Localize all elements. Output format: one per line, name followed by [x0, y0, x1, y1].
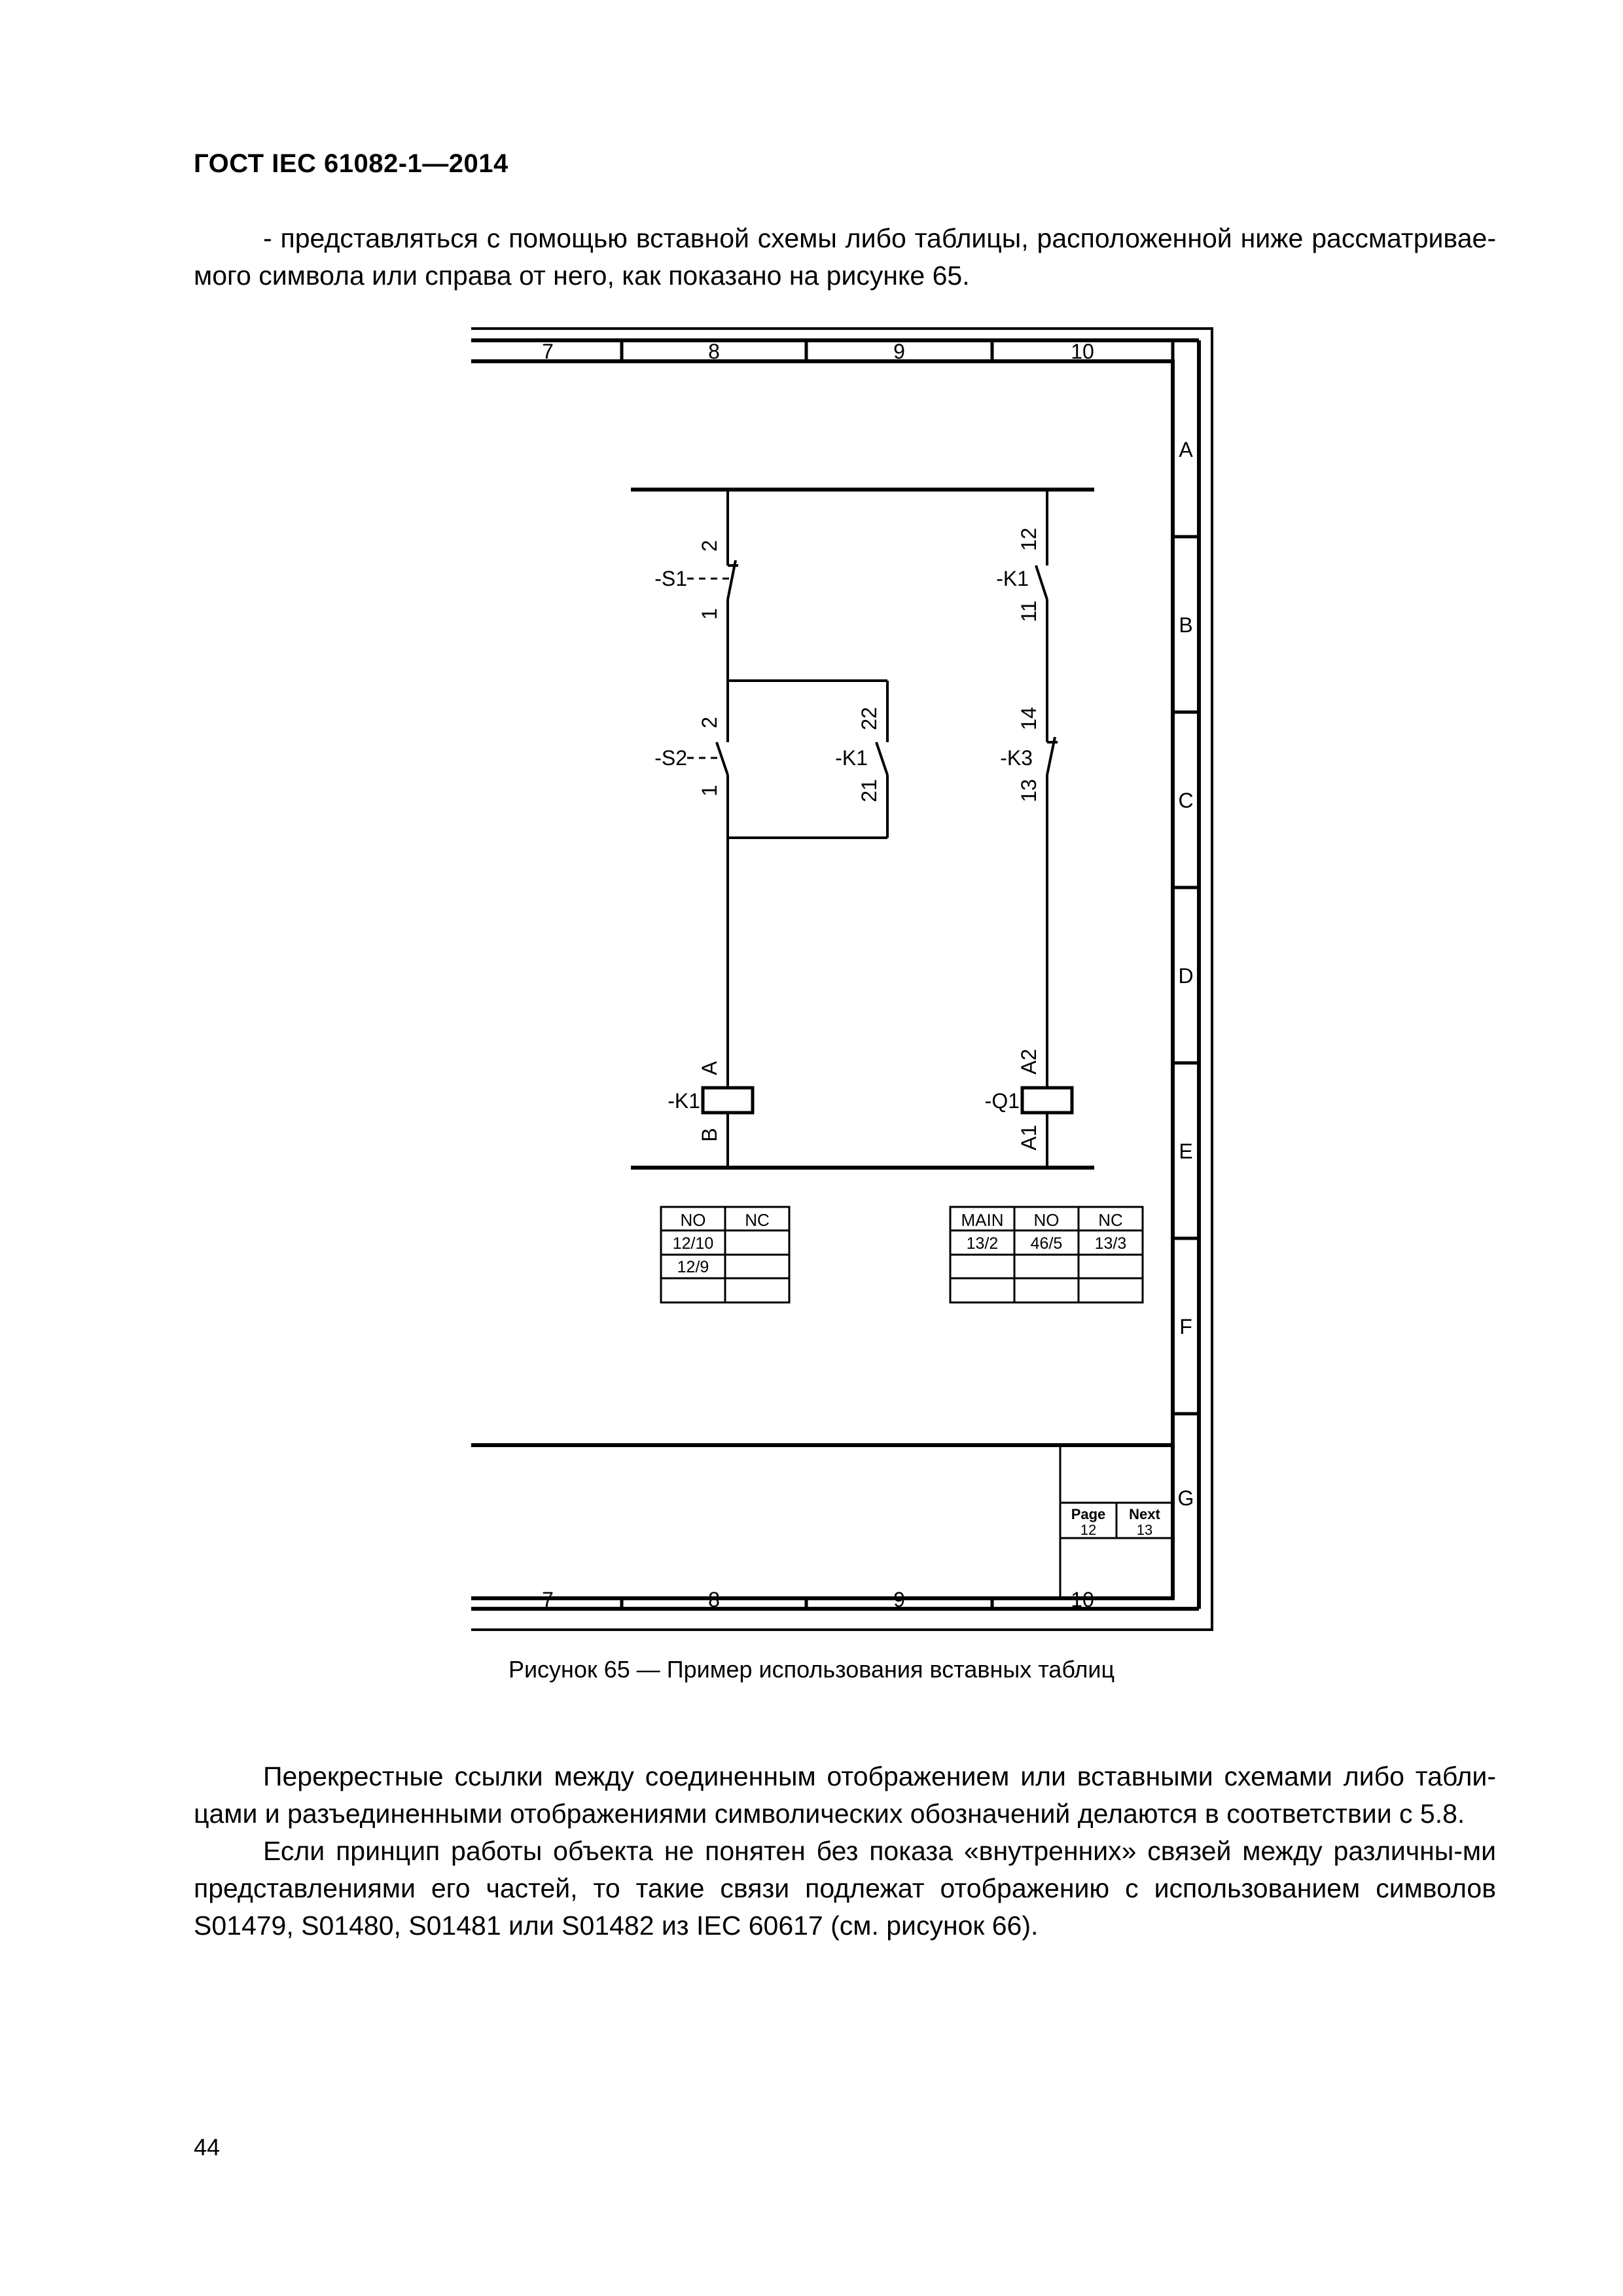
row-label-g: G: [1177, 1486, 1194, 1510]
column-label-7-bottom: 7: [542, 1588, 554, 1611]
right-table-header-no: NO: [1033, 1210, 1060, 1230]
right-table-cell: 46/5: [1030, 1234, 1063, 1253]
pin-label-s1-bottom: 1: [698, 608, 721, 620]
pin-label-k3-top: 14: [1017, 707, 1041, 730]
column-label-9-top: 9: [893, 340, 905, 363]
right-table-header-main: MAIN: [961, 1210, 1004, 1230]
device-label-s1: -S1: [654, 567, 687, 590]
right-table-cell: 13/2: [966, 1234, 999, 1253]
row-label-b: B: [1179, 613, 1193, 637]
page-number: 44: [194, 2134, 221, 2161]
row-label-a: A: [1179, 438, 1193, 461]
intro-paragraph: - представляться с помощью вставной схемы либо таблицы, расположенной ниже рассматривае-мого символа или справа от него, как показано на рисунке 65.: [194, 223, 1496, 291]
row-label-f: F: [1179, 1315, 1192, 1338]
device-label-s2: -S2: [654, 746, 687, 770]
paragraph-cross-references: Перекрестные ссылки между соединенным отображением или вставными схемами либо табли-цами и разъединенными отображениями символических обозначений делаются в соответствии с 5.8.: [194, 1761, 1496, 1829]
pin-label-k1-coil-bottom: B: [698, 1128, 721, 1142]
pin-label-s2-top: 2: [698, 717, 721, 728]
pin-label-q1-coil-top: A2: [1017, 1049, 1041, 1075]
pin-label-s2-bottom: 1: [698, 785, 721, 797]
circuit-diagram-figure: [471, 323, 1230, 1639]
device-label-q1-coil: -Q1: [984, 1089, 1020, 1113]
column-label-8-bottom: 8: [708, 1588, 720, 1611]
pin-label-q1-coil-bottom: A1: [1017, 1124, 1041, 1151]
title-block-next-value: 13: [1136, 1522, 1153, 1538]
row-label-c: C: [1178, 789, 1194, 812]
figure-caption: Рисунок 65 — Пример использования вставных таблиц: [508, 1656, 1115, 1683]
pin-label-k1-no-top: 22: [857, 707, 881, 730]
left-table-cell: 12/10: [672, 1234, 714, 1253]
pin-label-k1-nc-top: 12: [1017, 528, 1041, 551]
pin-label-k1-nc-bottom: 11: [1017, 600, 1041, 622]
left-table-header-nc: NC: [745, 1210, 770, 1230]
column-label-9-bottom: 9: [893, 1588, 905, 1611]
pin-label-s1-top: 2: [698, 540, 721, 552]
column-label-8-top: 8: [708, 340, 720, 363]
right-table-cell: 13/3: [1094, 1234, 1127, 1253]
left-table-header-no: NO: [680, 1210, 706, 1230]
standard-header: ГОСТ IEC 61082-1—2014: [194, 149, 508, 178]
title-block-next-label: Next: [1129, 1506, 1160, 1522]
row-label-d: D: [1178, 964, 1194, 988]
row-label-e: E: [1179, 1139, 1193, 1163]
column-label-10-bottom: 10: [1071, 1588, 1094, 1611]
pin-label-k1-coil-top: A: [698, 1061, 721, 1075]
left-table-cell: 12/9: [677, 1258, 709, 1276]
right-table-header-nc: NC: [1098, 1210, 1123, 1230]
paragraph-internal-links: Если принцип работы объекта не понятен без показа «внутренних» связей между различны-ми представлениями его частей, то такие связи подлежат отображению с использованием символов S01479, S01480, S01481 или S01482 из IEC 60617 (см. рисунок 66).: [194, 1836, 1496, 1941]
column-label-7-top: 7: [542, 340, 554, 363]
pin-label-k3-bottom: 13: [1017, 779, 1041, 802]
device-label-k3: -K3: [1000, 746, 1033, 770]
device-label-k1-nc: -K1: [996, 567, 1029, 590]
pin-label-k1-no-bottom: 21: [857, 779, 881, 802]
title-block-page-label: Page: [1071, 1506, 1106, 1522]
device-label-k1-no: -K1: [835, 746, 868, 770]
column-label-10-top: 10: [1071, 340, 1094, 363]
title-block-page-value: 12: [1080, 1522, 1097, 1538]
device-label-k1-coil: -K1: [668, 1089, 700, 1113]
